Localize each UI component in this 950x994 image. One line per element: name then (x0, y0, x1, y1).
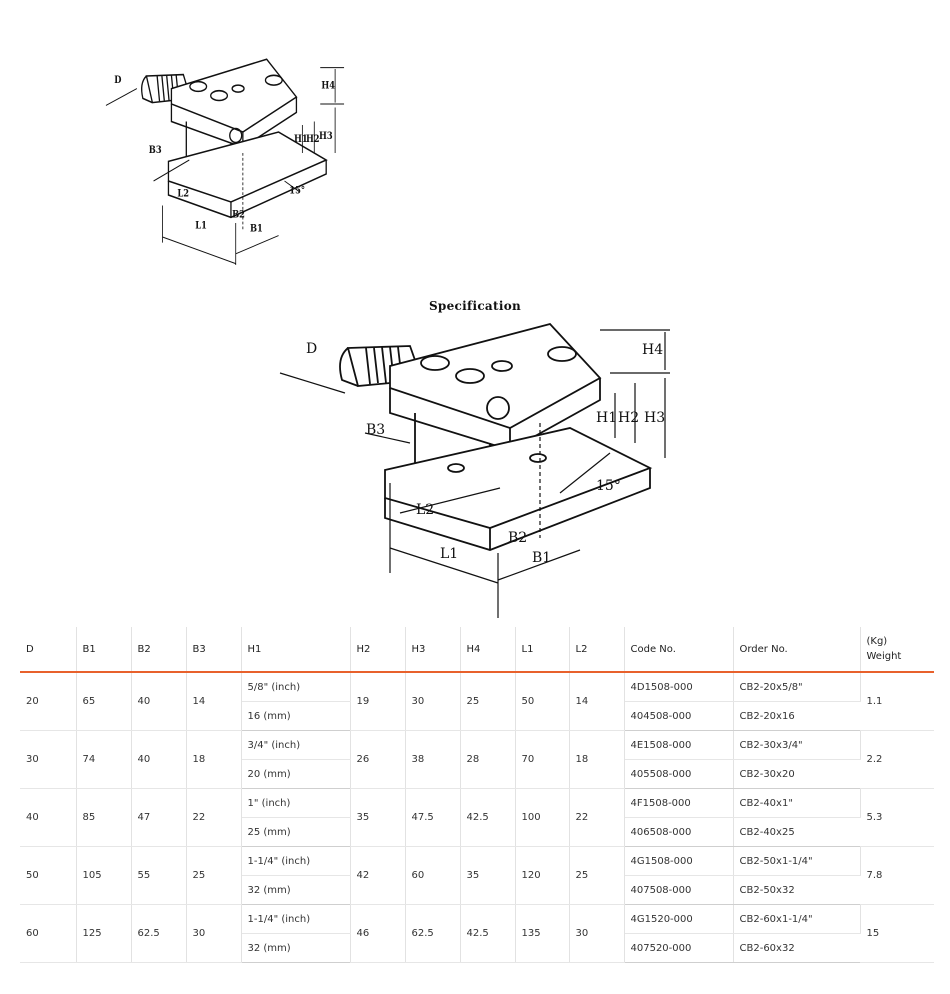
cell-h1-inch: 1" (inch) (241, 789, 350, 818)
cell-weight: 5.3 (860, 789, 934, 847)
cell-h2: 46 (350, 905, 405, 963)
cell-h2: 19 (350, 672, 405, 731)
cell-d: 30 (20, 731, 76, 789)
cell-b2: 47 (131, 789, 186, 847)
cell-l2: 18 (569, 731, 624, 789)
cell-b3: 18 (186, 731, 241, 789)
header-b3: B3 (186, 627, 241, 672)
cell-h1-mm: 25 (mm) (241, 818, 350, 847)
cell-code-inch: 4F1508-000 (624, 789, 733, 818)
table-header-row (20, 627, 934, 672)
cell-d: 40 (20, 789, 76, 847)
cell-h2: 26 (350, 731, 405, 789)
cell-code-mm: 407508-000 (624, 876, 733, 905)
header-l2: L2 (569, 627, 624, 672)
header-h1: H1 (241, 627, 350, 672)
cell-h4: 42.5 (460, 789, 515, 847)
cell-code-mm: 405508-000 (624, 760, 733, 789)
header-order-no: Order No. (733, 627, 860, 672)
dim-label-b3: B3 (148, 144, 162, 157)
dim-label-h3-large: H3 (644, 410, 666, 426)
header-h2: H2 (350, 627, 405, 672)
cell-h4: 35 (460, 847, 515, 905)
dim-label-b1-large: B1 (532, 550, 552, 566)
header-weight (860, 627, 934, 672)
tool-holder-drawing-small (100, 55, 350, 265)
cell-h1-mm: 32 (mm) (241, 934, 350, 963)
cell-b2: 40 (131, 731, 186, 789)
cell-l1: 70 (515, 731, 569, 789)
header-b2: B2 (131, 627, 186, 672)
cell-l2: 22 (569, 789, 624, 847)
specification-table (20, 627, 934, 963)
table-row (20, 789, 934, 818)
dim-label-d: D (114, 74, 122, 87)
cell-h3: 30 (405, 672, 460, 731)
cell-order-inch: CB2-40x1" (733, 789, 860, 818)
dim-label-b2: B2 (232, 208, 245, 221)
dim-label-angle-large: 15° (596, 478, 621, 494)
cell-d: 50 (20, 847, 76, 905)
cell-l2: 30 (569, 905, 624, 963)
cell-code-inch: 4G1508-000 (624, 847, 733, 876)
dim-label-h4: H4 (321, 79, 336, 92)
cell-b3: 25 (186, 847, 241, 905)
cell-code-inch: 4E1508-000 (624, 731, 733, 760)
cell-l2: 14 (569, 672, 624, 731)
cell-code-mm: 404508-000 (624, 702, 733, 731)
cell-order-mm: CB2-60x32 (733, 934, 860, 963)
cell-code-mm: 406508-000 (624, 818, 733, 847)
cell-order-mm: CB2-50x32 (733, 876, 860, 905)
dim-label-l1-large: L1 (440, 546, 459, 562)
dim-label-b2-large: B2 (508, 530, 528, 546)
cell-l1: 120 (515, 847, 569, 905)
dim-label-angle: 15° (289, 184, 306, 197)
cell-b3: 14 (186, 672, 241, 731)
table-row (20, 731, 934, 760)
dim-label-l2: L2 (177, 187, 190, 200)
header-code-no: Code No. (624, 627, 733, 672)
cell-b1: 105 (76, 847, 131, 905)
dim-label-l1: L1 (195, 219, 207, 232)
cell-order-mm: CB2-20x16 (733, 702, 860, 731)
header-b1: B1 (76, 627, 131, 672)
header-weight-unit: (Kg) (866, 636, 888, 647)
header-l1: L1 (515, 627, 569, 672)
cell-l1: 135 (515, 905, 569, 963)
dim-label-l2-large: L2 (416, 502, 435, 518)
cell-weight: 1.1 (860, 672, 934, 731)
cell-weight: 7.8 (860, 847, 934, 905)
dim-label-d-large: D (306, 341, 318, 357)
cell-code-inch: 4D1508-000 (624, 672, 733, 702)
cell-weight: 2.2 (860, 731, 934, 789)
dim-label-b3-large: B3 (366, 422, 386, 438)
cell-d: 60 (20, 905, 76, 963)
cell-h3: 38 (405, 731, 460, 789)
cell-h4: 42.5 (460, 905, 515, 963)
dim-label-b1: B1 (250, 222, 263, 235)
cell-l1: 100 (515, 789, 569, 847)
cell-h4: 28 (460, 731, 515, 789)
cell-b3: 30 (186, 905, 241, 963)
cell-h1-inch: 3/4" (inch) (241, 731, 350, 760)
header-d: D (20, 627, 76, 672)
table-row (20, 847, 934, 876)
cell-b2: 55 (131, 847, 186, 905)
cell-d: 20 (20, 672, 76, 731)
tool-holder-drawing-large (270, 318, 690, 618)
cell-l2: 25 (569, 847, 624, 905)
cell-order-inch: CB2-60x1-1/4" (733, 905, 860, 934)
specification-title: Specification (428, 299, 522, 313)
dim-label-h3: H3 (319, 130, 333, 143)
dim-label-h1-large: H1 (596, 410, 618, 426)
cell-b1: 85 (76, 789, 131, 847)
cell-b2: 40 (131, 672, 186, 731)
cell-order-mm: CB2-30x20 (733, 760, 860, 789)
cell-order-mm: CB2-40x25 (733, 818, 860, 847)
cell-h3: 62.5 (405, 905, 460, 963)
cell-order-inch: CB2-50x1-1/4" (733, 847, 860, 876)
cell-order-inch: CB2-20x5/8" (733, 672, 860, 702)
cell-h1-mm: 32 (mm) (241, 876, 350, 905)
cell-b1: 74 (76, 731, 131, 789)
table-row (20, 905, 934, 934)
cell-b3: 22 (186, 789, 241, 847)
cell-b1: 125 (76, 905, 131, 963)
header-weight-label: Weight (866, 651, 902, 662)
dim-label-h1: H1 (294, 133, 308, 146)
cell-h1-inch: 5/8" (inch) (241, 672, 350, 702)
cell-code-mm: 407520-000 (624, 934, 733, 963)
table-row (20, 672, 934, 702)
cell-h1-mm: 16 (mm) (241, 702, 350, 731)
dim-label-h2: H2 (305, 133, 320, 146)
cell-h2: 35 (350, 789, 405, 847)
dim-label-h2-large: H2 (618, 410, 640, 426)
cell-h1-mm: 20 (mm) (241, 760, 350, 789)
cell-l1: 50 (515, 672, 569, 731)
cell-h3: 47.5 (405, 789, 460, 847)
cell-weight: 15 (860, 905, 934, 963)
cell-b2: 62.5 (131, 905, 186, 963)
cell-h1-inch: 1-1/4" (inch) (241, 847, 350, 876)
dim-label-h4-large: H4 (642, 342, 664, 358)
header-h4: H4 (460, 627, 515, 672)
cell-code-inch: 4G1520-000 (624, 905, 733, 934)
cell-h3: 60 (405, 847, 460, 905)
cell-b1: 65 (76, 672, 131, 731)
cell-order-inch: CB2-30x3/4" (733, 731, 860, 760)
cell-h2: 42 (350, 847, 405, 905)
cell-h4: 25 (460, 672, 515, 731)
cell-h1-inch: 1-1/4" (inch) (241, 905, 350, 934)
header-h3: H3 (405, 627, 460, 672)
